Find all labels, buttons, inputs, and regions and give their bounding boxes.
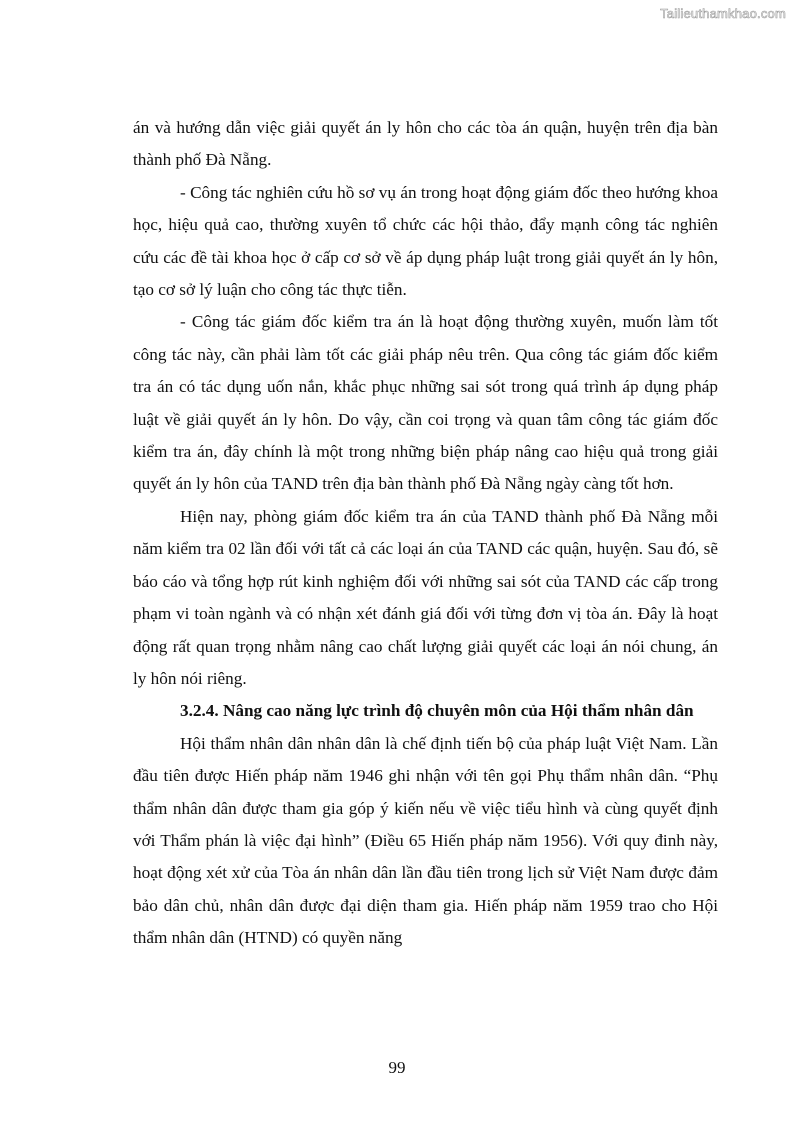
paragraph-current-inspection: Hiện nay, phòng giám đốc kiểm tra án của TAND thành phố Đà Nẵng mỗi năm kiểm tra 02 lần đối với tất cả các loại án của TAND các quận, huyện. Sau đó, sẽ báo cáo và tổng hợp rút kinh nghiệm đối với những sai sót của TAND các cấp trong phạm vi toàn ngành và có nhận xét đánh giá đối với từng đơn vị tòa án. Đây là hoạt động rất quan trọng nhằm nâng cao chất lượng giải quyết các loại án nói chung, án ly hôn nói riêng.	[133, 506, 718, 688]
paragraph-people-assessors: Hội thẩm nhân dân nhân dân là chế định tiến bộ của pháp luật Việt Nam. Lần đầu tiên được Hiến pháp năm 1946 ghi nhận với tên gọi Phụ thẩm nhân dân. “Phụ thẩm nhân dân được tham gia góp ý kiến nếu về việc tiểu hình và cùng quyết định với Thẩm phán là việc đại hình” (Điều 65 Hiến pháp năm 1956). Với quy đinh này, hoạt động xét xử của Tòa án nhân dân lần đầu tiên trong lịch sử Việt Nam được đảm bảo dân chủ, nhân dân được đại diện tham gia. Hiến pháp năm 1959 trao cho Hội thẩm nhân dân (HTND) có quyền năng	[133, 733, 718, 948]
paragraph-continuation: án và hướng dẫn việc giải quyết án ly hôn cho các tòa án quận, huyện trên địa bàn thành phố Đà Nẵng.	[133, 118, 718, 170]
section-heading: 3.2.4. Nâng cao năng lực trình độ chuyên môn của Hội thẩm nhân dân	[180, 701, 694, 721]
document-body	[133, 112, 718, 955]
watermark-text: Tailieuthamkhao.com	[660, 6, 786, 21]
page-number: 99	[388, 1058, 406, 1077]
paragraph-research-work: - Công tác nghiên cứu hồ sơ vụ án trong hoạt động giám đốc theo hướng khoa học, hiệu quả cao, thường xuyên tổ chức các hội thảo, đẩy mạnh công tác nghiên cứu các đề tài khoa học ở cấp cơ sở về áp dụng pháp luật trong giải quyết án ly hôn, tạo cơ sở lý luận cho công tác thực tiễn.	[133, 182, 718, 300]
paragraph-supervision-work: - Công tác giám đốc kiểm tra án là hoạt động thường xuyên, muốn làm tốt công tác này, cần phải làm tốt các giải pháp nêu trên. Qua công tác giám đốc kiểm tra án có tác dụng uốn nắn, khắc phục những sai sót trong quá trình áp dụng pháp luật về giải quyết án ly hôn. Do vậy, cần coi trọng và quan tâm công tác giám đốc kiểm tra án, đây chính là một trong những biện pháp nâng cao hiệu quả trong giải quyết án ly hôn của TAND trên địa bàn thành phố Đà Nẵng ngày càng tốt hơn.	[133, 312, 718, 494]
